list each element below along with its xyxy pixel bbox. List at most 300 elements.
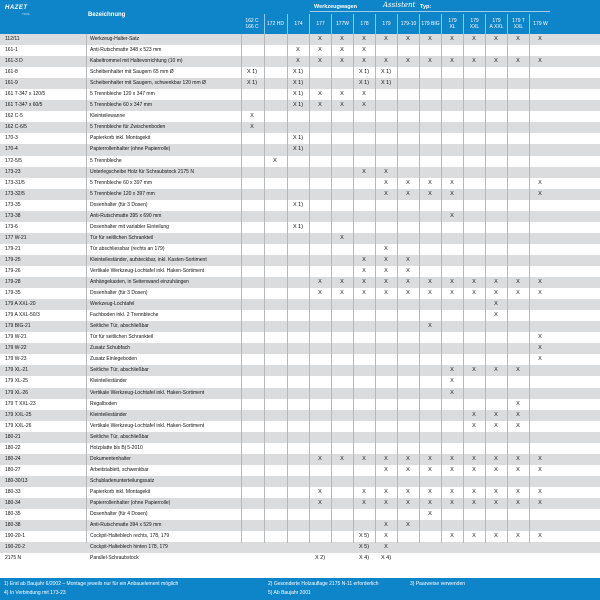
compatibility-mark: X [538, 279, 542, 286]
compatibility-mark: X [428, 290, 432, 297]
compatibility-mark: X [472, 533, 476, 540]
compatibility-mark: X [538, 533, 542, 540]
compatibility-mark: X [450, 279, 454, 286]
description: Unterlegscheibe Holz für Schraubstock 2175 N [90, 168, 194, 175]
table-row [0, 321, 600, 332]
compatibility-mark: X [538, 488, 542, 495]
description: Scheibenhalter mit Saugern, schwenkbar 120 mm Ø [90, 80, 206, 87]
column-header: 179 A XXL [485, 14, 507, 34]
compatibility-mark: X [450, 179, 454, 186]
table-row [0, 89, 600, 100]
table-row [0, 144, 600, 155]
article-number: 173-23 [5, 168, 21, 175]
description: Seitliche Tür, abschließbar [90, 367, 149, 374]
table-row [0, 200, 600, 211]
compatibility-mark: X [318, 499, 322, 506]
article-number: 161-8 [5, 69, 18, 76]
table-row [0, 189, 600, 200]
column-header: 179-10 [397, 14, 419, 34]
column-header: 174 [287, 14, 309, 34]
werkzeugwagen-heading: Werkzeugwagen [314, 4, 357, 10]
compatibility-mark: X [428, 179, 432, 186]
compatibility-mark: X [516, 533, 520, 540]
compatibility-mark: X 1) [292, 80, 304, 87]
article-number: 180-24 [5, 455, 21, 462]
compatibility-mark: X 1) [358, 80, 370, 87]
description: Parallel-Schraubstock [90, 555, 139, 562]
description: Tür für seitlichen Schrankteil [90, 234, 154, 241]
article-number: 173-38 [5, 212, 21, 219]
column-separator [241, 34, 242, 543]
compatibility-mark: X 1) [292, 102, 304, 109]
table-row [0, 111, 600, 122]
description: Vertikale Werkzeug-Lochtafel inkl. Haken-Sortiment [90, 389, 205, 396]
compatibility-mark: X [406, 58, 410, 65]
compatibility-mark: X [384, 290, 388, 297]
column-header: 177W [331, 14, 353, 34]
compatibility-mark: X [450, 378, 454, 385]
compatibility-mark: X [472, 36, 476, 42]
compatibility-mark: X [450, 190, 454, 197]
article-number: 161-3 D [5, 58, 23, 65]
compatibility-mark: X [494, 290, 498, 297]
compatibility-mark: X [384, 168, 388, 175]
compatibility-mark: X [362, 499, 366, 506]
article-number: 179 A XXL-20 [5, 301, 36, 308]
description: Dosenhalter mit variabler Einteilung [90, 223, 169, 230]
article-number: 112/11 [5, 36, 20, 42]
description: 5 Trennbleche 120 x 397 mm [90, 190, 155, 197]
article-number: 179 XL-21 [5, 367, 29, 374]
article-number: 173-6 [5, 223, 18, 230]
table-header [0, 0, 600, 34]
compatibility-mark: X [362, 168, 366, 175]
compatibility-mark: X [384, 466, 388, 473]
compatibility-mark: X [406, 190, 410, 197]
description: Zusatz Einlegeboden [90, 356, 137, 363]
assistent-script-logo: Assistent [383, 1, 416, 9]
column-separator [353, 34, 354, 543]
compatibility-mark: X [362, 455, 366, 462]
compatibility-mark: X [516, 455, 520, 462]
column-header: 179 W [529, 14, 551, 34]
compatibility-mark: X [494, 466, 498, 473]
compatibility-mark: X [384, 499, 388, 506]
description: Cockpit-Halteblech hinten 178, 179 [90, 544, 168, 551]
column-header: 177 [309, 14, 331, 34]
compatibility-mark: X [472, 466, 476, 473]
footnote-3: 3) Paarweise verwenden [410, 581, 466, 587]
compatibility-mark: X [362, 91, 366, 98]
compatibility-mark: X 1) [380, 80, 392, 87]
table-row [0, 421, 600, 432]
table-row [0, 432, 600, 443]
compatibility-mark: X 1) [380, 69, 392, 76]
description: Vertikale Werkzeug-Lochtafel inkl. Haken-Sortiment [90, 422, 205, 429]
article-number: 179 XL-26 [5, 389, 29, 396]
compatibility-mark: X [384, 522, 388, 529]
article-number: 180-21 [5, 433, 21, 440]
table-row [0, 487, 600, 498]
table-row [0, 509, 600, 520]
table-row [0, 277, 600, 288]
description: Papierkorb inkl. Montagekit [90, 135, 151, 142]
compatibility-mark: X [494, 367, 498, 374]
compatibility-mark: X [450, 466, 454, 473]
compatibility-mark: X [472, 499, 476, 506]
compatibility-mark: X 4) [380, 555, 392, 562]
compatibility-mark: X [428, 511, 432, 518]
article-number: 179 W-22 [5, 345, 27, 352]
column-separator [463, 34, 464, 543]
column-separator [397, 34, 398, 543]
column-separator [419, 34, 420, 543]
compatibility-mark: X 5) [358, 544, 370, 551]
compatibility-mark: X [494, 488, 498, 495]
compatibility-mark: X [450, 533, 454, 540]
compatibility-mark: X [384, 190, 388, 197]
compatibility-mark: X [406, 290, 410, 297]
compatibility-mark: X [384, 245, 388, 252]
column-separator [375, 34, 376, 543]
compatibility-mark: X [362, 267, 366, 274]
description: Kleinteileständer, aufsteckbar, inkl. Kasten-Sortiment [90, 256, 207, 263]
compatibility-mark: X [340, 279, 344, 286]
article-number: 179-26 [5, 267, 21, 274]
compatibility-mark: X 1) [292, 135, 304, 142]
compatibility-mark: X [472, 411, 476, 418]
table-row [0, 376, 600, 387]
table-row [0, 399, 600, 410]
compatibility-mark: X [494, 455, 498, 462]
description: Kleinteileständer [90, 378, 127, 385]
compatibility-mark: X [472, 455, 476, 462]
column-header: 179 [375, 14, 397, 34]
description: Zusatz Schubfach [90, 345, 131, 352]
compatibility-mark: X [428, 58, 432, 65]
description: Papierrollenhalter (ohne Papierrolle) [90, 499, 171, 506]
compatibility-mark: X [538, 179, 542, 186]
table-row [0, 211, 600, 222]
compatibility-mark: X [494, 411, 498, 418]
compatibility-mark: X [362, 279, 366, 286]
compatibility-mark: X [318, 455, 322, 462]
article-number: 179-21 [5, 245, 21, 252]
column-header: 179 XL [441, 14, 463, 34]
description: Dosenhalter (für 3 Dosen) [90, 290, 148, 297]
compatibility-mark: X [450, 36, 454, 42]
compatibility-mark: X 5) [358, 533, 370, 540]
column-header: 178 [353, 14, 375, 34]
compatibility-mark: X [406, 267, 410, 274]
compatibility-mark: X 1) [292, 69, 304, 76]
compatibility-mark: X [538, 190, 542, 197]
compatibility-mark: X [472, 488, 476, 495]
compatibility-mark: X [428, 323, 432, 330]
article-number: 179 A XXL-50/3 [5, 312, 40, 319]
column-header: 179 BIG [419, 14, 441, 34]
compatibility-mark: X [362, 36, 366, 42]
table-row [0, 244, 600, 255]
column-separator [287, 34, 288, 543]
table-row [0, 454, 600, 465]
description: Anti-Rutschmatte 394 x 529 mm [90, 522, 162, 529]
compatibility-mark: X [406, 466, 410, 473]
description: Papierrollenhalter (ohne Papierrolle) [90, 146, 171, 153]
article-number: 179 W-21 [5, 334, 27, 341]
compatibility-mark: X 1) [292, 91, 304, 98]
compatibility-mark: X [450, 58, 454, 65]
footnote-2: 2) Gesonderte Holzauflage 2175 N-11 erforderlich [268, 581, 379, 587]
compatibility-mark: X [296, 58, 300, 65]
compatibility-mark: X [450, 290, 454, 297]
compatibility-mark: X [384, 58, 388, 65]
compatibility-mark: X [318, 47, 322, 54]
article-number: 180-27 [5, 466, 21, 473]
compatibility-mark: X [494, 279, 498, 286]
compatibility-mark: X [340, 290, 344, 297]
compatibility-mark: X 4) [358, 555, 370, 562]
table-row [0, 100, 600, 111]
table-row [0, 476, 600, 487]
description: Tür für seitlichen Schrankteil [90, 334, 154, 341]
description: 5 Trennbleche 60 x 397 mm [90, 179, 152, 186]
footnote-5: 5) Ab Baujahr 2001 [268, 590, 311, 596]
compatibility-mark: X [250, 113, 254, 120]
compatibility-mark: X [428, 488, 432, 495]
article-number: 179-35 [5, 290, 21, 297]
table-row [0, 542, 600, 553]
description: Kleinteileständer [90, 411, 127, 418]
compatibility-mark: X [428, 499, 432, 506]
compatibility-mark: X [340, 91, 344, 98]
compatibility-mark: X [340, 58, 344, 65]
article-number: 179-28 [5, 279, 21, 286]
article-number: 180-22 [5, 444, 21, 451]
compatibility-mark: X [318, 91, 322, 98]
article-number: 179 XL-25 [5, 378, 29, 385]
article-number: 180-33 [5, 488, 21, 495]
compatibility-mark: X [472, 279, 476, 286]
compatibility-mark: X [538, 455, 542, 462]
article-number: 161-9 [5, 80, 18, 87]
compatibility-mark: X 1) [246, 80, 258, 87]
compatibility-mark: X [384, 488, 388, 495]
description: 5 Trennbleche 60 x 347 mm [90, 102, 152, 109]
compatibility-mark: X [406, 455, 410, 462]
table-row [0, 255, 600, 266]
description: Anti-Rutschmatte 395 x 690 mm [90, 212, 162, 219]
compatibility-mark: X [516, 400, 520, 407]
compatibility-mark: X [318, 36, 322, 42]
table-row [0, 332, 600, 343]
article-number: 190-20-2 [5, 544, 26, 551]
column-separator [507, 34, 508, 543]
compatibility-mark: X [428, 279, 432, 286]
compatibility-mark: X [428, 455, 432, 462]
article-number: 170-4 [5, 146, 18, 153]
compatibility-mark: X [318, 488, 322, 495]
article-number: 179 W-23 [5, 356, 27, 363]
column-header: 162 C 166 C [245, 18, 259, 30]
description: Fachboden inkl. 2 Trennbleche [90, 312, 159, 319]
column-separator [264, 34, 265, 543]
compatibility-mark: X [362, 102, 366, 109]
table-row [0, 443, 600, 454]
compatibility-mark: X [538, 58, 542, 65]
compatibility-mark: X 1) [292, 223, 304, 230]
description: Schubladenunterteilungssatz [90, 477, 155, 484]
compatibility-mark: X [428, 466, 432, 473]
compatibility-mark: X [494, 58, 498, 65]
compatibility-mark: X [340, 234, 344, 241]
column-header: 172 HD [264, 14, 286, 34]
compatibility-mark: X [362, 290, 366, 297]
compatibility-mark: X [362, 47, 366, 54]
compatibility-mark: X [516, 279, 520, 286]
compatibility-mark: X [273, 157, 277, 164]
compatibility-mark: X [340, 47, 344, 54]
compatibility-mark: X [516, 58, 520, 65]
table-row [0, 233, 600, 244]
compatibility-mark: X [450, 455, 454, 462]
compatibility-mark: X [538, 36, 542, 42]
compatibility-mark: X [450, 212, 454, 219]
table-row [0, 354, 600, 365]
compatibility-mark: X [538, 290, 542, 297]
compatibility-mark: X [362, 488, 366, 495]
compatibility-mark: X [406, 36, 410, 42]
column-header: 179 XXL [463, 14, 485, 34]
compatibility-mark: X [472, 367, 476, 374]
table-row [0, 299, 600, 310]
description: Seitliche Tür, abschließbar [90, 323, 149, 330]
description: Arbeitstablett, schwenkbar [90, 466, 149, 473]
article-number: 173-31/5 [5, 179, 25, 186]
article-number: 173-32/5 [5, 190, 25, 197]
compatibility-mark: X [340, 102, 344, 109]
article-number: 170-3 [5, 135, 18, 142]
description: Cockpit-Halteblech rechts, 178, 179 [90, 533, 170, 540]
column-separator [86, 34, 87, 543]
table-row [0, 520, 600, 531]
compatibility-mark: X [318, 102, 322, 109]
article-number: 161-1 [5, 47, 18, 54]
table-row [0, 553, 600, 564]
compatibility-mark: X 1) [292, 201, 304, 208]
compatibility-mark: X [362, 58, 366, 65]
compatibility-mark: X [494, 36, 498, 42]
description: Papierkorb inkl. Montagekit [90, 488, 151, 495]
compatibility-mark: X [450, 499, 454, 506]
table-row [0, 178, 600, 189]
compatibility-mark: X [494, 499, 498, 506]
compatibility-mark: X [428, 36, 432, 42]
table-row [0, 388, 600, 399]
description: 5 Trennbleche 120 x 347 mm [90, 91, 155, 98]
bezeichnung-heading: Bezeichnung [88, 12, 126, 18]
compatibility-mark: X [318, 58, 322, 65]
table-row [0, 310, 600, 321]
description: Werkzeug-Halter-Satz [90, 36, 140, 42]
compatibility-mark: X [340, 455, 344, 462]
footnote-1: 1) Erst ab Baujahr 6/2002 – Montage jeweils nur für ein Anbauelement möglich [4, 581, 179, 587]
compatibility-mark: X [516, 466, 520, 473]
table-row [0, 67, 600, 78]
compatibility-mark: X [494, 301, 498, 308]
article-number: 162 C-6/5 [5, 124, 27, 131]
description: Werkzeug-Lochtafel [90, 301, 135, 308]
compatibility-mark: X 1) [292, 146, 304, 153]
column-separator [309, 34, 310, 543]
description: Holzplatte bis Bj 5-2010 [90, 444, 143, 451]
table-row [0, 78, 600, 89]
compatibility-mark: X [472, 290, 476, 297]
article-number: 161 T-347 x 60/5 [5, 102, 43, 109]
compatibility-mark: X [384, 279, 388, 286]
article-number: 180-35 [5, 511, 21, 518]
compatibility-mark: X [362, 256, 366, 263]
table-row [0, 56, 600, 67]
compatibility-mark: X [516, 411, 520, 418]
description: 5 Trennbleche [90, 157, 122, 164]
table-row [0, 343, 600, 354]
table-row [0, 133, 600, 144]
compatibility-mark: X [296, 47, 300, 54]
compatibility-mark: X 1) [358, 69, 370, 76]
compatibility-mark: X [538, 356, 542, 363]
column-separator [331, 34, 332, 543]
description: 5 Trennbleche für Zwischenboden [90, 124, 166, 131]
compatibility-mark: X [384, 533, 388, 540]
description: Seitliche Tür, abschließbar [90, 433, 149, 440]
footnotes [0, 578, 600, 600]
typ-heading: Typ: [420, 4, 432, 10]
compatibility-mark: X [384, 544, 388, 551]
article-number: 179 T XXL-23 [5, 400, 36, 407]
compatibility-mark: X 1) [246, 69, 258, 76]
article-number: 2175 N [5, 555, 22, 562]
article-number: 179-25 [5, 256, 21, 263]
compatibility-mark: X 2) [314, 555, 326, 562]
compatibility-mark: X [384, 267, 388, 274]
column-separator [441, 34, 442, 543]
compatibility-mark: X [494, 533, 498, 540]
article-number: 179 BIG-21 [5, 323, 31, 330]
compatibility-mark: X [450, 488, 454, 495]
article-number: 180-38 [5, 522, 21, 529]
hazet-logo: HAZET [5, 5, 28, 11]
compatibility-mark: X [516, 36, 520, 42]
compatibility-mark: X [516, 367, 520, 374]
compatibility-mark: X [318, 279, 322, 286]
description: Anhängekasten, in Seitenwand einzuhängen [90, 279, 189, 286]
compatibility-mark: X [250, 124, 254, 131]
table-row [0, 222, 600, 233]
compatibility-mark: X [538, 345, 542, 352]
compatibility-mark: X [340, 36, 344, 42]
compatibility-mark: X [516, 290, 520, 297]
table-row [0, 465, 600, 476]
compatibility-mark: X [384, 36, 388, 42]
compatibility-mark: X [384, 256, 388, 263]
compatibility-mark: X [450, 389, 454, 396]
compatibility-mark: X [406, 179, 410, 186]
compatibility-mark: X [450, 367, 454, 374]
article-number: 190-20-1 [5, 533, 26, 540]
description: Kleinteilewanne [90, 113, 126, 120]
article-number: 179 XXL-26 [5, 422, 32, 429]
